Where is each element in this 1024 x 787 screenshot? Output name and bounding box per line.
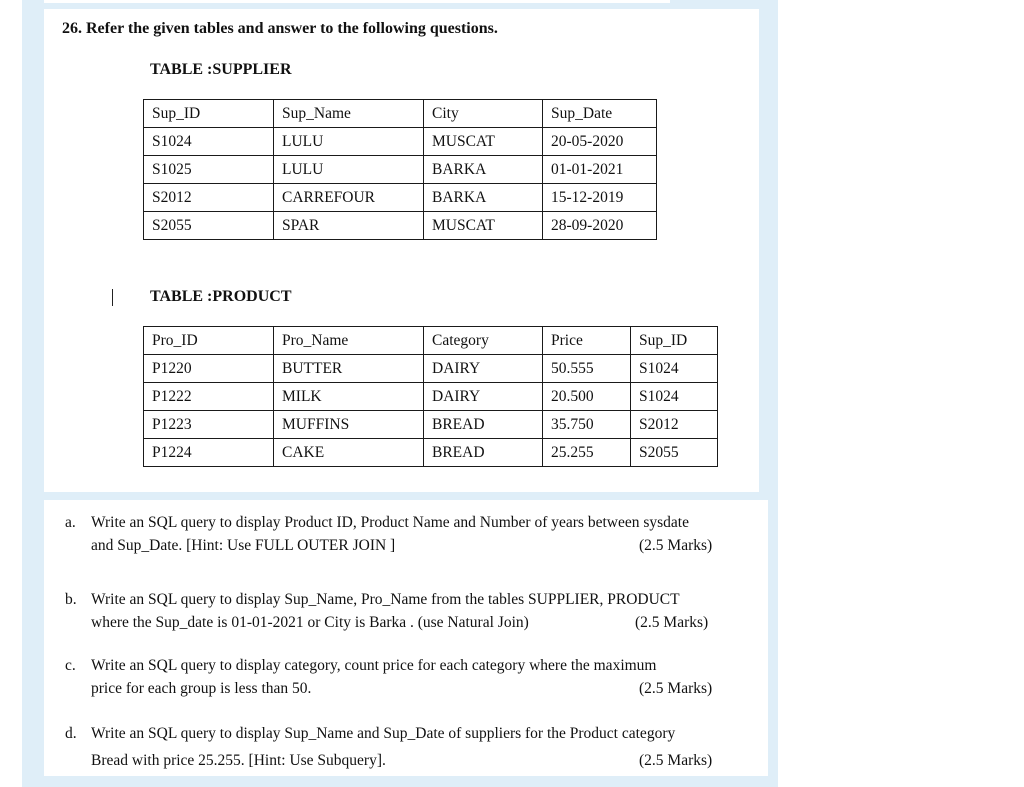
question-text-line-2: and Sup_Date. [Hint: Use FULL OUTER JOIN ] xyxy=(91,537,396,554)
table-cell: 20-05-2020 xyxy=(543,128,657,156)
table-row xyxy=(144,411,718,439)
table-cell: 28-09-2020 xyxy=(543,212,657,240)
column-header: Sup_Name xyxy=(274,100,424,128)
column-header: Sup_ID xyxy=(631,327,718,355)
table-cell: CARREFOUR xyxy=(274,184,424,212)
question-marks: (2.5 Marks) xyxy=(639,680,713,697)
question-text-line-2: where the Sup_date is 01-01-2021 or City is Barka . (use Natural Join) xyxy=(91,614,529,631)
table-cell: CAKE xyxy=(274,439,424,467)
supplier-table xyxy=(143,99,657,240)
table-header-row xyxy=(144,100,657,128)
question-text-line-1: Write an SQL query to display Product ID, Product Name and Number of years between sysdate xyxy=(91,514,689,531)
table-cell: MUSCAT xyxy=(424,128,543,156)
column-header: Sup_ID xyxy=(144,100,274,128)
table-cell: 50.555 xyxy=(543,355,631,383)
product-table-title: TABLE :PRODUCT xyxy=(150,288,292,305)
tables-panel xyxy=(44,9,759,492)
supplier-table-title: TABLE :SUPPLIER xyxy=(150,61,292,78)
table-cell: P1224 xyxy=(144,439,274,467)
table-cell: S2012 xyxy=(631,411,718,439)
product-table xyxy=(143,326,718,467)
table-cell: BREAD xyxy=(424,439,543,467)
question-letter: d. xyxy=(65,725,77,742)
text-cursor xyxy=(112,289,113,306)
table-cell: BUTTER xyxy=(274,355,424,383)
question-marks: (2.5 Marks) xyxy=(639,752,713,769)
table-cell: S1024 xyxy=(631,383,718,411)
table-cell: MUFFINS xyxy=(274,411,424,439)
column-header: Category xyxy=(424,327,543,355)
table-cell: LULU xyxy=(274,156,424,184)
question-heading: 26. Refer the given tables and answer to the following questions. xyxy=(62,20,498,37)
table-cell: DAIRY xyxy=(424,383,543,411)
table-cell: 20.500 xyxy=(543,383,631,411)
table-cell: MUSCAT xyxy=(424,212,543,240)
table-cell: BREAD xyxy=(424,411,543,439)
table-cell: MILK xyxy=(274,383,424,411)
question-text-line-1: Write an SQL query to display category, count price for each category where the maximum xyxy=(91,657,657,674)
table-cell: S1025 xyxy=(144,156,274,184)
questions-panel xyxy=(44,500,768,776)
question-text-line-1: Write an SQL query to display Sup_Name, Pro_Name from the tables SUPPLIER, PRODUCT xyxy=(91,591,680,608)
table-row xyxy=(144,156,657,184)
table-cell: 25.255 xyxy=(543,439,631,467)
table-cell: DAIRY xyxy=(424,355,543,383)
table-cell: BARKA xyxy=(424,156,543,184)
question-text-line-2: price for each group is less than 50. xyxy=(91,680,312,697)
column-header: City xyxy=(424,100,543,128)
question-letter: a. xyxy=(65,514,76,531)
question-text-line-1: Write an SQL query to display Sup_Name and Sup_Date of suppliers for the Product category xyxy=(91,725,676,742)
table-cell: P1222 xyxy=(144,383,274,411)
table-cell: S1024 xyxy=(144,128,274,156)
table-row xyxy=(144,355,718,383)
table-cell: SPAR xyxy=(274,212,424,240)
table-cell: 01-01-2021 xyxy=(543,156,657,184)
column-header: Pro_ID xyxy=(144,327,274,355)
table-cell: S1024 xyxy=(631,355,718,383)
top-strip xyxy=(44,0,670,3)
question-text-line-2: Bread with price 25.255. [Hint: Use Subquery]. xyxy=(91,752,386,769)
column-header: Price xyxy=(543,327,631,355)
question-marks: (2.5 Marks) xyxy=(639,537,713,554)
column-header: Pro_Name xyxy=(274,327,424,355)
table-row xyxy=(144,184,657,212)
table-cell: 15-12-2019 xyxy=(543,184,657,212)
table-cell: S2012 xyxy=(144,184,274,212)
table-cell: P1223 xyxy=(144,411,274,439)
column-header: Sup_Date xyxy=(543,100,657,128)
table-cell: P1220 xyxy=(144,355,274,383)
table-header-row xyxy=(144,327,718,355)
table-cell: 35.750 xyxy=(543,411,631,439)
table-row xyxy=(144,439,718,467)
table-row xyxy=(144,383,718,411)
table-cell: BARKA xyxy=(424,184,543,212)
question-marks: (2.5 Marks) xyxy=(635,614,709,631)
table-row xyxy=(144,212,657,240)
table-cell: S2055 xyxy=(144,212,274,240)
table-cell: S2055 xyxy=(631,439,718,467)
table-row xyxy=(144,128,657,156)
question-letter: b. xyxy=(65,591,77,608)
question-letter: c. xyxy=(65,657,76,674)
table-cell: LULU xyxy=(274,128,424,156)
